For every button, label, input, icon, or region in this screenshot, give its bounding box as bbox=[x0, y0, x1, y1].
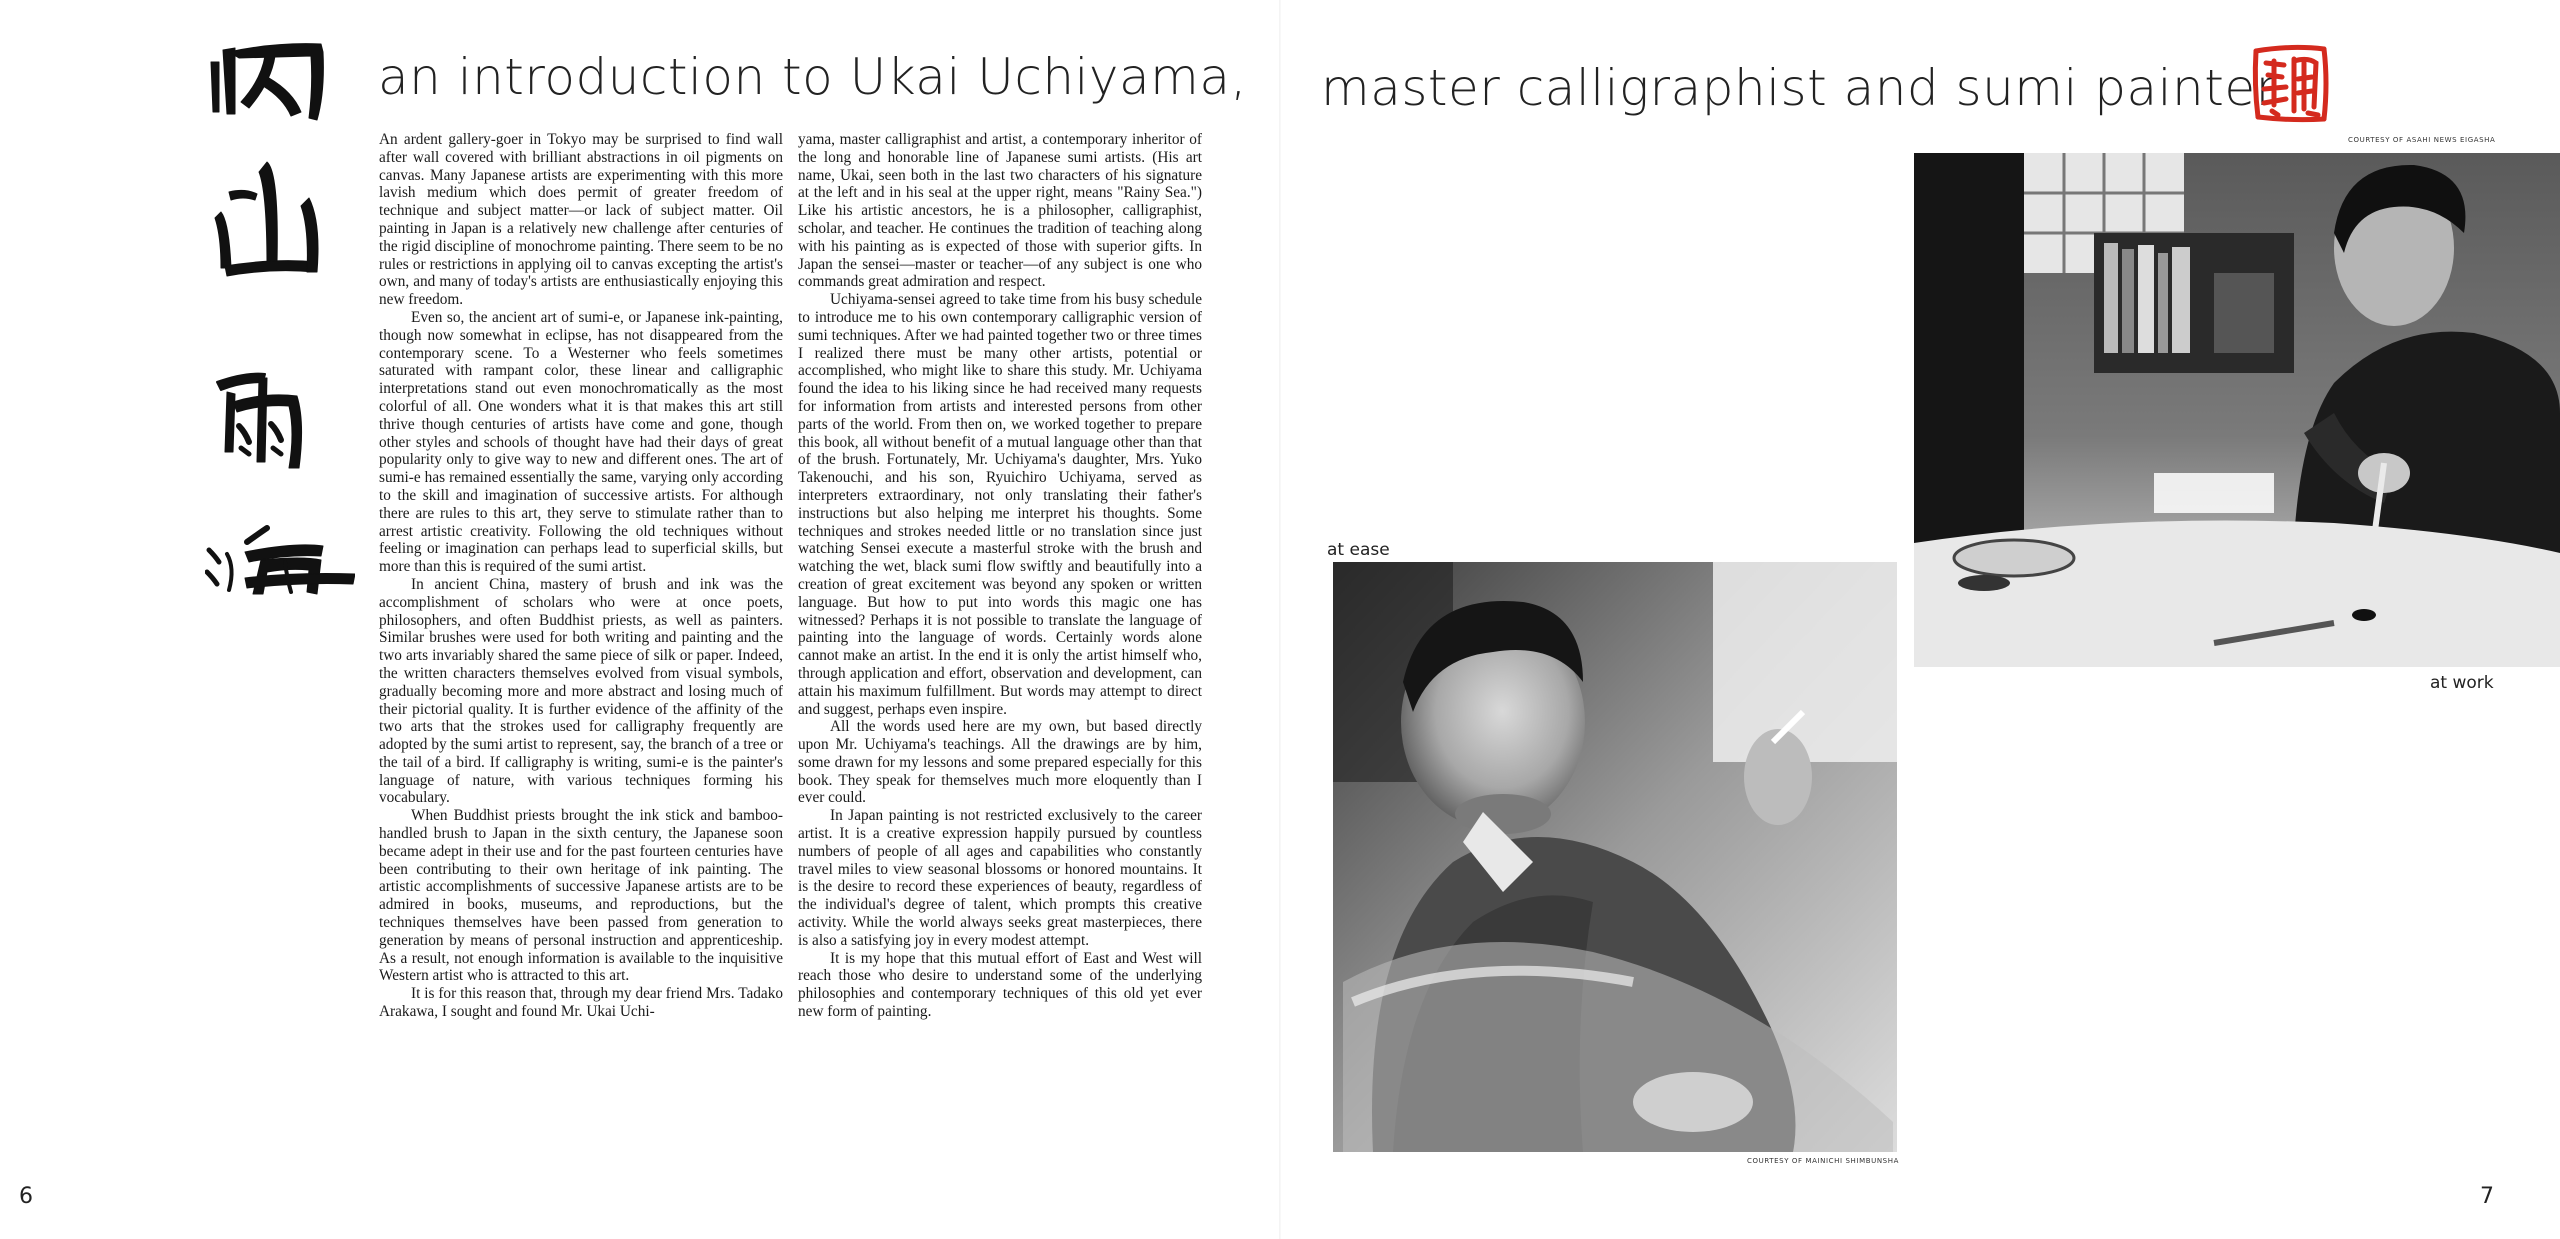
paragraph: Even so, the ancient art of sumi-e, or Japanese ink-painting, though now somewhat in eclipse, has not disappeared from the contemporary scene. To a Westerner who feels sometimes saturated with rampant color, these linear and calligraphic interpretations stand out even monochromatically as the most colorful of all. One wonders what it is that makes this art still thrive though centuries of artists have come and gone, though other styles and schools of thought have had their days of great popularity only to give way to new and different ones. The art of sumi-e has remained essentially the same, varying only according to the skill and imagination of successive artists. For although there are rules to this art, they serve to stimulate rather than to arrest artistic creativity. Following the old techniques without feeling or imagination can perhaps lead to superficial skills, but more than this is required of the sumi artist. bbox=[379, 308, 783, 576]
paragraph: All the words used here are my own, but based directly upon Mr. Uchiyama's teachings. All the drawings are by him, some drawn for my lessons and some prepared especially for this book. They speak for themselves much more eloquently than I ever could. bbox=[798, 718, 1202, 807]
paragraph: yama, master calligraphist and artist, a contemporary inheritor of the long and honorable line of Japanese sumi artists. (His art name, Ukai, seen both in the last two characters of his signature at the left and in his seal at the upper right, means "Rainy Sea.") Like his artistic ancestors, he is a philosopher, calligraphist, scholar, and teacher. He continues the tradition of teaching along with his painting as is expected of those with superior gifts. In Japan the sensei—master or teacher—of any subject is one who commands great admiration and respect. bbox=[798, 131, 1202, 291]
brush-signature-artwork bbox=[205, 22, 355, 602]
paragraph: In ancient China, mastery of brush and ink was the accomplishment of scholars who were at once poets, philosophers, and often Buddhist priests, as well as painters. Similar brushes were used for both writing and painting and the two arts invariably shared the same piece of silk or paper. Indeed, the written characters themselves evolved from visual symbols, gradually becoming more and more abstract and losing much of their pictorial quality. It is further evidence of the affinity of the two arts that the strokes used for calligraphy frequently are adopted by the sumi artist to represent, say, the branch of a tree or the tail of a bird. If calligraphy is writing, sumi-e is the painter's language of nature, with various techniques forming his vocabulary. bbox=[379, 575, 783, 807]
photo-credit-at-ease: COURTESY OF MAINICHI SHIMBUNSHA bbox=[1747, 1157, 1899, 1165]
paragraph: When Buddhist priests brought the ink stick and bamboo-handled brush to Japan in the sixth century, the Japanese soon became adept in their use and for the past fourteen centuries have been contributing to their own heritage of ink painting. The artistic accomplishments of successive Japanese artists are to be admired in books, museums, and reproductions, but the techniques themselves have been passed from generation to generation by means of personal instruction and apprenticeship. As a result, not enough information is available to the inquisitive Western artist who is attracted to this art. bbox=[379, 807, 783, 985]
paragraph: It is for this reason that, through my dear friend Mrs. Tadako Arakawa, I sought and found Mr. Ukai Uchi- bbox=[379, 985, 783, 1021]
paragraph: It is my hope that this mutual effort of East and West will reach those who desire to understand some of the underlying philosophies and contemporary techniques of this old yet ever new form of painting. bbox=[798, 949, 1202, 1021]
paragraph: In Japan painting is not restricted exclusively to the career artist. It is a creative expression happily pursued by countless numbers of people of all ages and capabilities who constantly travel miles to view seasonal blossoms or honored mountains. It is the desire to record these experiences of beauty, regardless of the individual's degree of talent, which prompts this creative activity. While the world always seeks great masterpieces, there is also a satisfying joy in every modest attempt. bbox=[798, 807, 1202, 949]
painting-at-work-image bbox=[1914, 153, 2560, 667]
artist-seal bbox=[2248, 41, 2332, 125]
photo-caption-at-work: at work bbox=[2430, 673, 2494, 693]
spread-gutter bbox=[1279, 0, 1281, 1239]
page-number-right: 7 bbox=[2480, 1184, 2494, 1209]
article-column-2 bbox=[798, 131, 1202, 1021]
page-number-left: 6 bbox=[19, 1184, 33, 1209]
paragraph: An ardent gallery-goer in Tokyo may be surprised to find wall after wall covered with brilliant abstractions in oil pigments on canvas. Many Japanese artists are experimenting with this more lavish medium which does permit of greater freedom of technique and subject matter—or lack of subject matter. Oil painting in Japan is a relatively new challenge after centuries of the rigid discipline of monochrome painting. There seem to be no rules or restrictions in applying oil to canvas excepting the artist's own, and many of today's artists are enthusiastically enjoying this new freedom. bbox=[379, 131, 783, 309]
article-column-1 bbox=[379, 131, 783, 1021]
photo-credit-at-work: COURTESY OF ASAHI NEWS EIGASHA bbox=[2348, 136, 2496, 144]
portrait-at-ease-image bbox=[1333, 562, 1897, 1152]
headline-left: an introduction to Ukai Uchiyama, bbox=[378, 48, 1247, 106]
paragraph: Uchiyama-sensei agreed to take time from his busy schedule to introduce me to his own contemporary calligraphic version of sumi techniques. After we had painted together two or three times I realized there must be many other artists, potential or accomplished, who might like to share this study. Mr. Uchiyama found the idea to his liking since he had received many requests for information from artists and interested persons from other parts of the world. From then on, we worked together to prepare this book, all without benefit of a mutual language other than that of the brush. Fortunately, Mr. Uchiyama's daughter, Mrs. Yuko Takenouchi, and his son, Ryuichiro Uchiyama, served as interpreters extraordinary, not only translating their father's instructions but also helping me interpret his thoughts. Some techniques and strokes needed little or no translation since just watching Sensei execute a masterful stroke with the brush and watching the wet, black sumi flow swiftly and beautifully into a creation of great excitement was beyond any spoken or written language. But how to put into words this magic one has witnessed? Perhaps it is not possible to translate the language of painting into the language of words. Certainly words alone cannot make an artist. In the end it is only the artist himself who, through application and effort, observation and development, can attain his maximum fulfillment. But words may attempt to direct and suggest, perhaps even inspire. bbox=[798, 291, 1202, 718]
calligraphy-signature bbox=[205, 22, 355, 602]
photo-at-ease bbox=[1333, 562, 1897, 1152]
seal-stamp-icon bbox=[2248, 41, 2332, 125]
headline-right: master calligraphist and sumi painter bbox=[1321, 59, 2277, 117]
photo-at-work bbox=[1914, 153, 2560, 667]
photo-caption-at-ease: at ease bbox=[1327, 540, 1390, 560]
